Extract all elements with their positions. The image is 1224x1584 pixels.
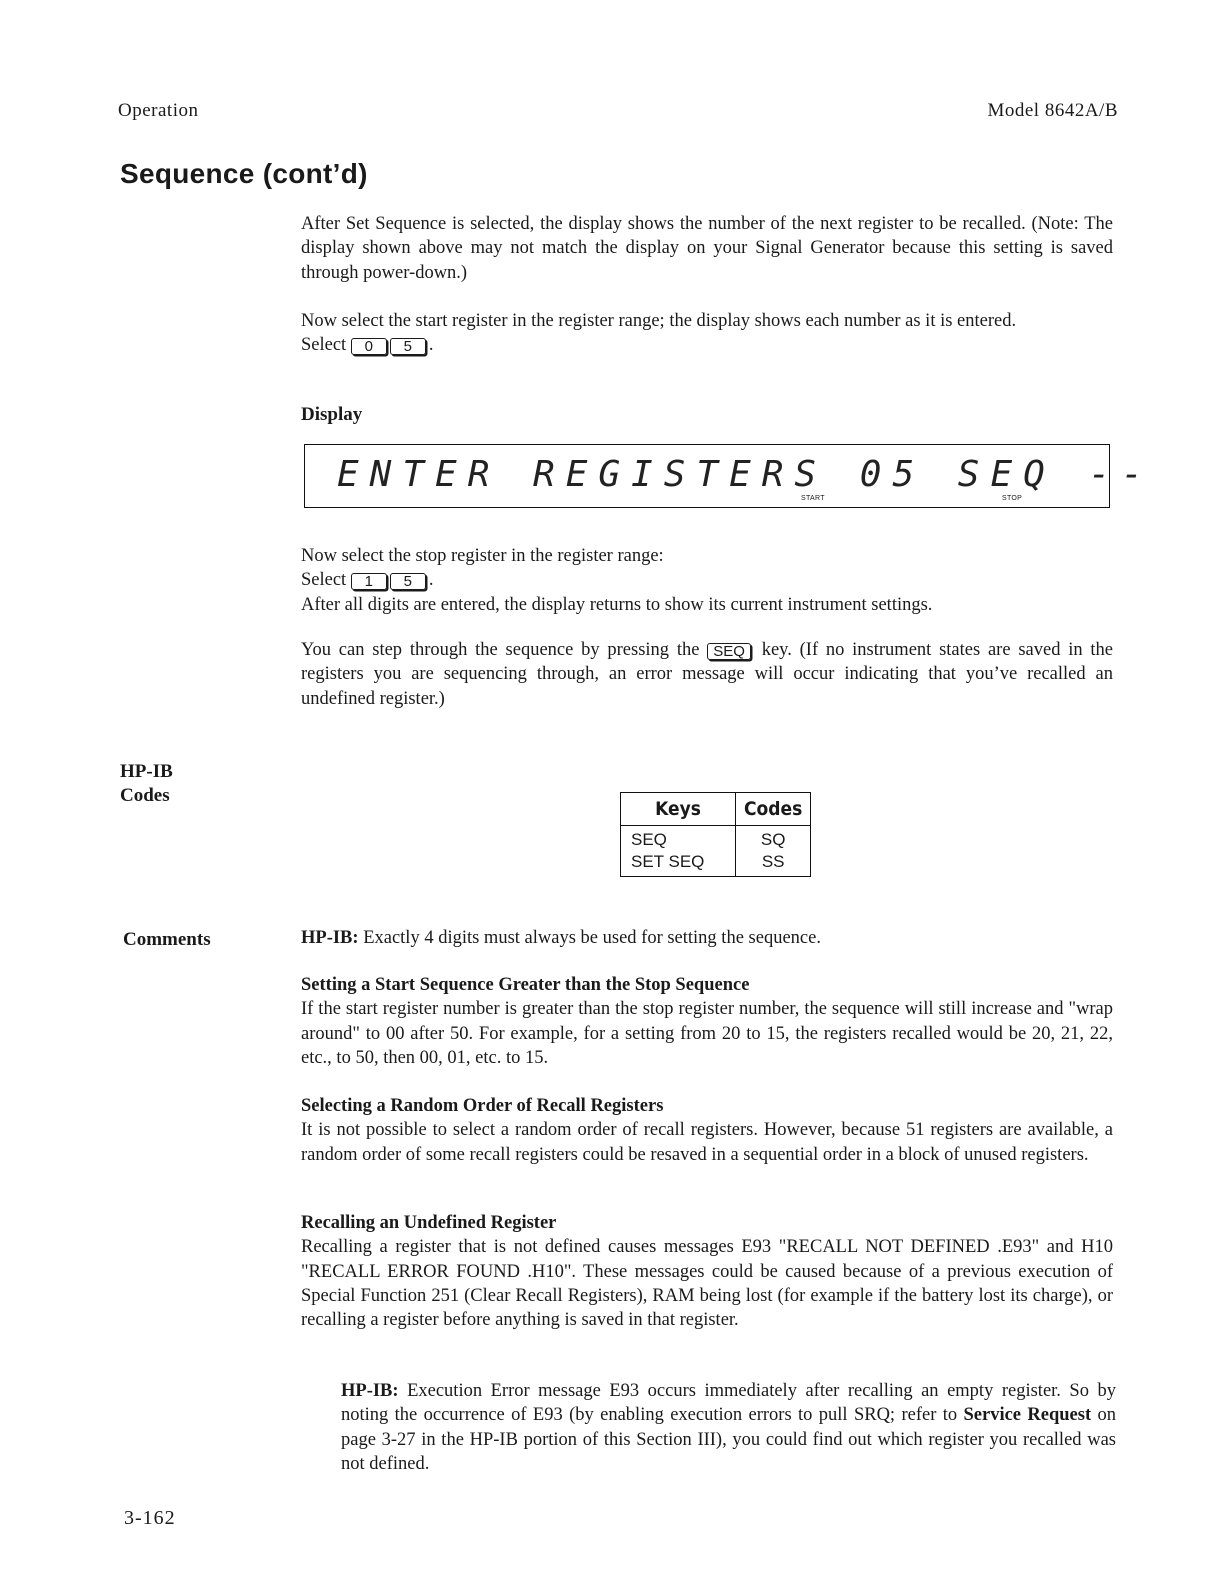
- hpib-text: Exactly 4 digits must always be used for setting the sequence.: [358, 928, 821, 948]
- display-label: Display: [301, 404, 363, 425]
- select-label: Select: [301, 335, 347, 356]
- select-suffix: .: [428, 570, 434, 591]
- comment-heading: Selecting a Random Order of Recall Registers: [301, 1096, 664, 1116]
- select-suffix: .: [428, 335, 434, 356]
- table-cell-keys: [621, 826, 736, 877]
- step-text-before: You can step through the sequence by pressing the: [301, 640, 700, 660]
- hpib-codes-label: [120, 760, 173, 808]
- comments-label: Comments: [123, 929, 211, 950]
- para-digits-entered: After all digits are entered, the display returns to show its current instrument settings.: [301, 594, 933, 615]
- codes-label: Codes: [120, 785, 170, 806]
- para-after-set-sequence: After Set Sequence is selected, the display shows the number of the next register to be recalled. (Note: The display shown above may not match the display on your Signal Generator because this setting is saved through power-down.): [301, 214, 1113, 283]
- para-step-sequence: [301, 638, 1113, 711]
- table-cell-codes: [736, 826, 811, 877]
- column-header-codes: Codes: [736, 793, 811, 826]
- lcd-annotation-start: START: [801, 495, 825, 502]
- note-link-service-request: Service Request: [963, 1405, 1092, 1426]
- key-seq: SEQ: [707, 643, 751, 660]
- code-value: SS: [761, 852, 785, 871]
- comment-heading: Recalling an Undefined Register: [301, 1213, 557, 1233]
- key-0: 0: [351, 338, 387, 355]
- para-start-register-text: Now select the start register in the register range; the display shows each number as it is entered.: [301, 311, 1017, 331]
- lcd-annotation-stop: STOP: [1002, 495, 1023, 502]
- comment-text: Recalling a register that is not defined causes messages E93 "RECALL NOT DEFINED .E93" and H10 "RECALL ERROR FOUND .H10". These messages could be caused because of a previous execution of Special Function 251 (Clear Recall Registers), RAM being lost (for example if the battery lost its charge), or recalling a register before anything is saved in that register.: [301, 1237, 1113, 1331]
- comment-text: It is not possible to select a random order of recall registers. However, because 51 registers are available, a random order of some recall registers could be resaved in a sequential order in a block of unused registers.: [301, 1120, 1113, 1165]
- para-start-register: [301, 309, 1113, 358]
- table-header-row: [621, 793, 811, 826]
- display-panel: [304, 444, 1154, 508]
- comment-section-random: [301, 1094, 1113, 1167]
- note-text-1: Execution Error message E93 occurs immediately after recalling an empty register. So by noting the occurrence of E93 (by enabling execution errors to pull SRQ; refer to: [341, 1381, 1116, 1426]
- note-lead: HP-IB:: [341, 1381, 399, 1401]
- step-text-after: key. (If no instrument states are saved in the registers you are sequencing through, an error message will occur indicating that you’ve recalled an undefined register.): [301, 640, 1113, 709]
- comment-section-wrap: [301, 973, 1113, 1070]
- para-stop-register: [301, 544, 1113, 617]
- hpib-lead: HP-IB:: [301, 928, 359, 948]
- column-header-keys: Keys: [621, 793, 736, 826]
- select-label: Select: [301, 570, 347, 591]
- para-stop-register-text: Now select the stop register in the register range:: [301, 546, 664, 566]
- page-title: Sequence (cont’d): [120, 158, 368, 189]
- comments-hpib-line: [301, 926, 1113, 950]
- key-name: SET SEQ: [631, 852, 705, 871]
- code-value: SQ: [760, 830, 786, 849]
- hpib-note: [341, 1379, 1116, 1476]
- key-name: SEQ: [631, 830, 667, 849]
- key-1: 1: [351, 573, 387, 590]
- select-start-keys: [301, 333, 1113, 357]
- comment-text: If the start register number is greater than the stop register number, the sequence will still increase and "wrap around" to 00 after 50. For example, for a setting from 20 to 15, the registers recalled would be 20, 21, 22, etc., to 50, then 00, 01, etc. to 15.: [301, 999, 1113, 1068]
- header-section-label: Operation: [118, 100, 199, 121]
- comment-section-undefined: [301, 1211, 1113, 1332]
- table-row: [621, 826, 811, 877]
- select-stop-keys: [301, 568, 1113, 592]
- note-text-2: on page 3-27 in the HP-IB portion of this Section III), you could find out which register you recalled was not defined.: [341, 1405, 1117, 1474]
- key-5: 5: [390, 338, 426, 355]
- hpib-codes-table: [620, 792, 811, 877]
- hpib-label: HP-IB: [120, 761, 173, 782]
- header-model-label: Model 8642A/B: [987, 100, 1118, 121]
- key-5: 5: [390, 573, 426, 590]
- comment-heading: Setting a Start Sequence Greater than the Stop Sequence: [301, 975, 750, 995]
- page-number: 3-162: [124, 1507, 176, 1529]
- lcd-readout: ENTER REGISTERS 05 SEQ --: [337, 454, 1154, 495]
